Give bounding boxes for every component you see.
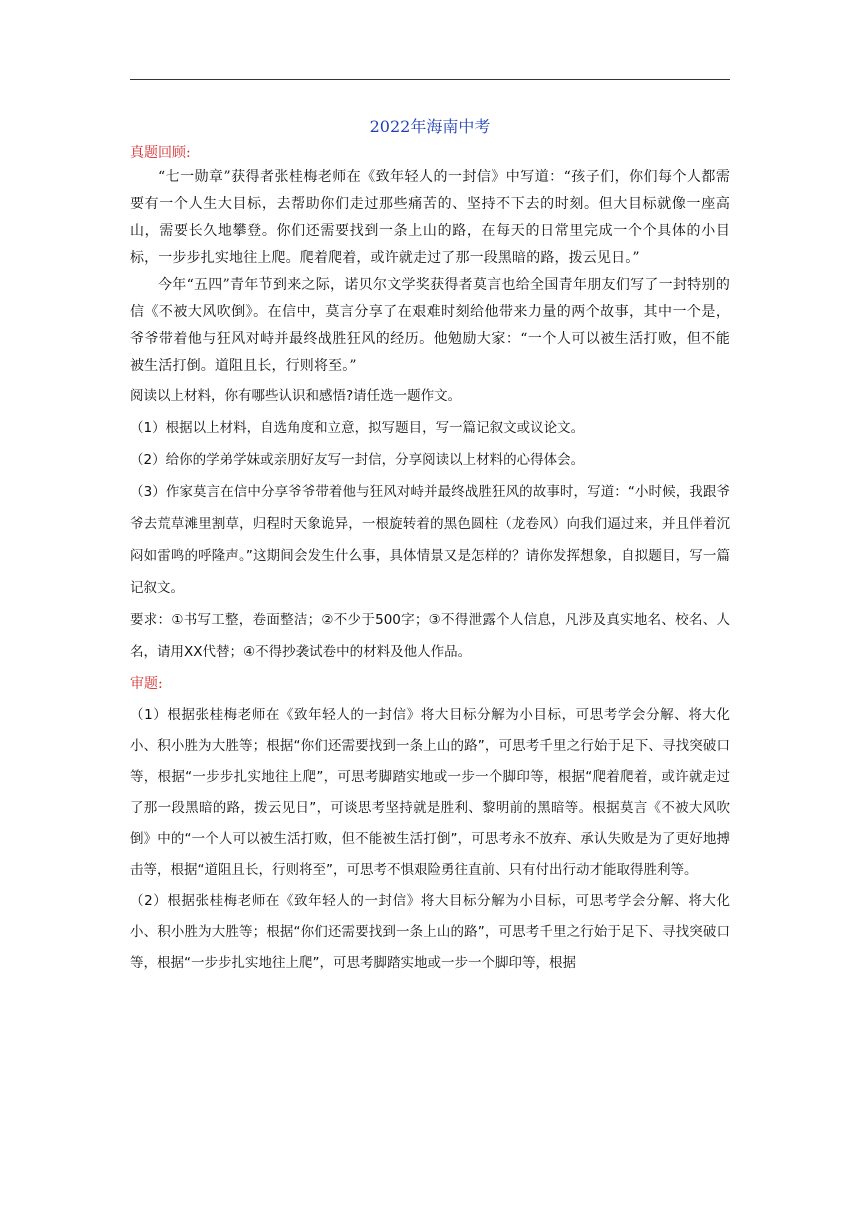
requirements-text: 要求：①书写工整，卷面整洁；②不少于500字；③不得泄露个人信息，凡涉及真实地名、校名、人名，请用XX代替；④不得抄袭试卷中的材料及他人作品。 — [130, 612, 730, 660]
material-paragraph-1: “七一勋章”获得者张桂梅老师在《致年轻人的一封信》中写道：“孩子们，你们每个人都需要有一个人生大目标，去帮助你们走过那些痛苦的、坚持不下去的时刻。但大目标就像一座高山，需要长久地攀登。你们还需要找到一条上山的路，在每天的日常里完成一个个具体的小目标，一步步扎实地往上爬。爬着爬着，或许就走过了那一段黑暗的路，拨云见日。” — [130, 169, 730, 266]
material-paragraph-2: 今年“五四”青年节到来之际，诺贝尔文学奖获得者莫言也给全国青年朋友们写了一封特别的信《不被大风吹倒》。在信中，莫言分享了在艰难时刻给他带来力量的两个故事，其中一个是，爷爷带着他与狂风对峙并最终战胜狂风的经历。他勉励大家：“一个人可以被生活打败，但不能被生活打倒。道阻且长，行则将至。” — [130, 277, 730, 374]
analysis-paragraph-2: （2）根据张桂梅老师在《致年轻人的一封信》将大目标分解为小目标，可思考学会分解、将大化小、积小胜为大胜等；根据“你们还需要找到一条上山的路”，可思考千里之行始于足下、寻找突破口等，根据“一步步扎实地往上爬”，可思考脚踏实地或一步一个脚印等，根据 — [130, 893, 730, 971]
essay-option-1: （1）根据以上材料，自选角度和立意，拟写题目，写一篇记叙文或议论文。 — [130, 420, 585, 436]
review-section-label: 真题回顾: — [130, 145, 191, 161]
instruction-text: 阅读以上材料，你有哪些认识和感悟?请任选一题作文。 — [130, 388, 462, 404]
header-rule — [130, 79, 730, 80]
essay-option-3: （3）作家莫言在信中分享爷爷带着他与狂风对峙并最终战胜狂风的故事时，写道：“小时候，我跟爷爷去荒草滩里割草，归程时天象诡异，一根旋转着的黑色圆柱（龙卷风）向我们逼过来，并且伴着沉闷如雷鸣的呼隆声。”这期间会发生什么事，具体情景又是怎样的？请你发挥想象，自拟题目，写一篇记叙文。 — [130, 484, 730, 596]
document-title: 2022年海南中考 — [369, 117, 491, 136]
document-body — [130, 112, 730, 979]
analysis-paragraph-1: （1）根据张桂梅老师在《致年轻人的一封信》将大目标分解为小目标，可思考学会分解、将大化小、积小胜为大胜等；根据“你们还需要找到一条上山的路”，可思考千里之行始于足下、寻找突破口等，根据“一步步扎实地往上爬”，可思考脚踏实地或一步一个脚印等，根据“爬着爬着，或许就走过了那一段黑暗的路，拨云见日”，可谈思考坚持就是胜利、黎明前的黑暗等。根据莫言《不被大风吹倒》中的“一个人可以被生活打败，但不能被生活打倒”，可思考永不放弃、承认失败是为了更好地搏击等，根据“道阻且长，行则将至”，可思考不惧艰险勇往直前、只有付出行动才能取得胜利等。 — [130, 707, 730, 878]
analysis-section-label: 审题: — [130, 676, 163, 692]
essay-option-2: （2）给你的学弟学妹或亲朋好友写一封信，分享阅读以上材料的心得体会。 — [130, 452, 585, 468]
